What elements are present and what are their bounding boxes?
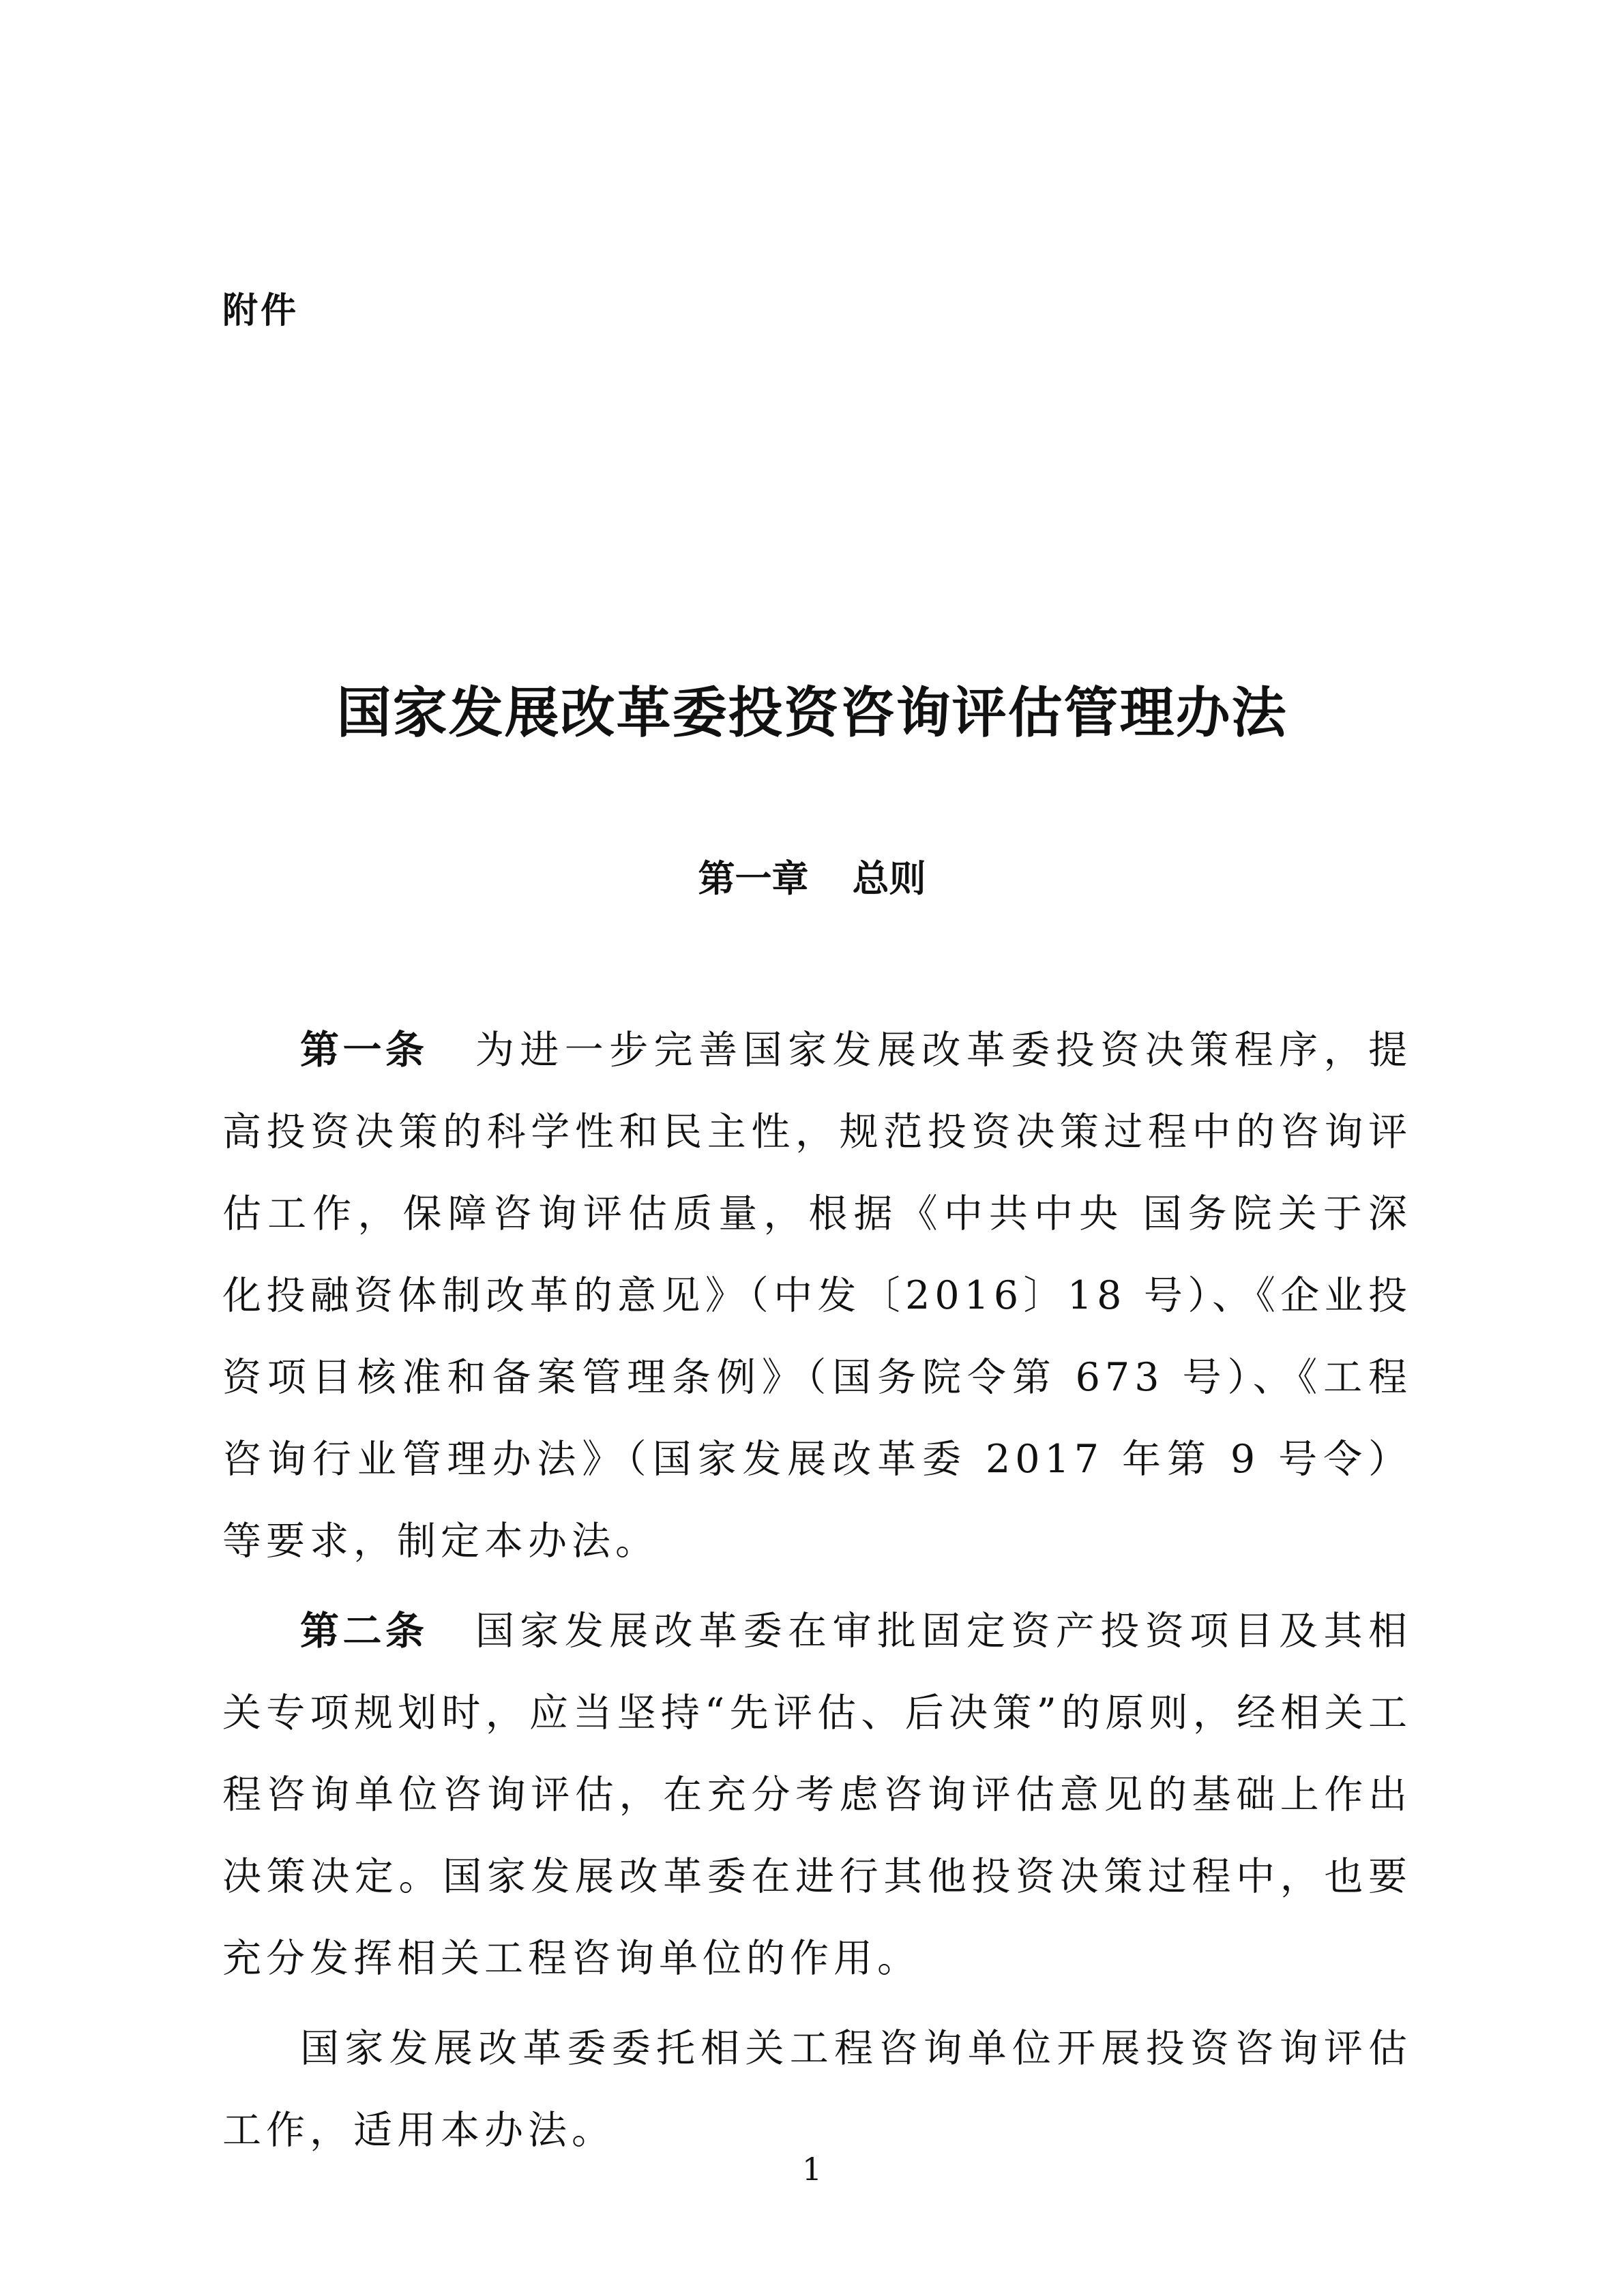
chapter-name: 总则 — [852, 857, 926, 900]
article-2-paragraph-2: 国家发展改革委委托相关工程咨询单位开展投资咨询评估工作，适用本办法。 — [222, 2026, 1412, 2153]
chapter-heading — [0, 857, 1624, 900]
article-2 — [222, 1590, 1412, 1999]
article-1-text: 为进一步完善国家发展改革委投资决策程序，提高投资决策的科学性和民主性，规范投资决策过程中的咨询评估工作，保障咨询评估质量，根据《中共中央 国务院关于深化投融资体制改革的意见》（中发〔2016〕18 号）、《企业投资项目核准和备案管理条例》（国务院令第 673 号）、《工程咨询行业管理办法》（国家发展改革委 2017 年第 9 号令）等要求，制定本办法。 — [222, 1028, 1412, 1564]
article-1 — [222, 1009, 1412, 1582]
article-2-text: 国家发展改革委在审批固定资产投资项目及其相关专项规划时，应当坚持“先评估、后决策”的原则，经相关工程咨询单位咨询评估，在充分考虑咨询评估意见的基础上作出决策决定。国家发展改革委在进行其他投资决策过程中，也要充分发挥相关工程咨询单位的作用。 — [222, 1609, 1412, 1981]
document-body — [222, 1009, 1412, 2179]
document-title: 国家发展改革委投资咨询评估管理办法 — [336, 681, 1288, 745]
page-number: 1 — [801, 2151, 823, 2188]
article-1-number: 第一条 — [300, 1028, 428, 1073]
chapter-number: 第一章 — [698, 857, 809, 900]
article-2-number: 第二条 — [300, 1609, 428, 1654]
attachment-label: 附件 — [222, 290, 299, 331]
